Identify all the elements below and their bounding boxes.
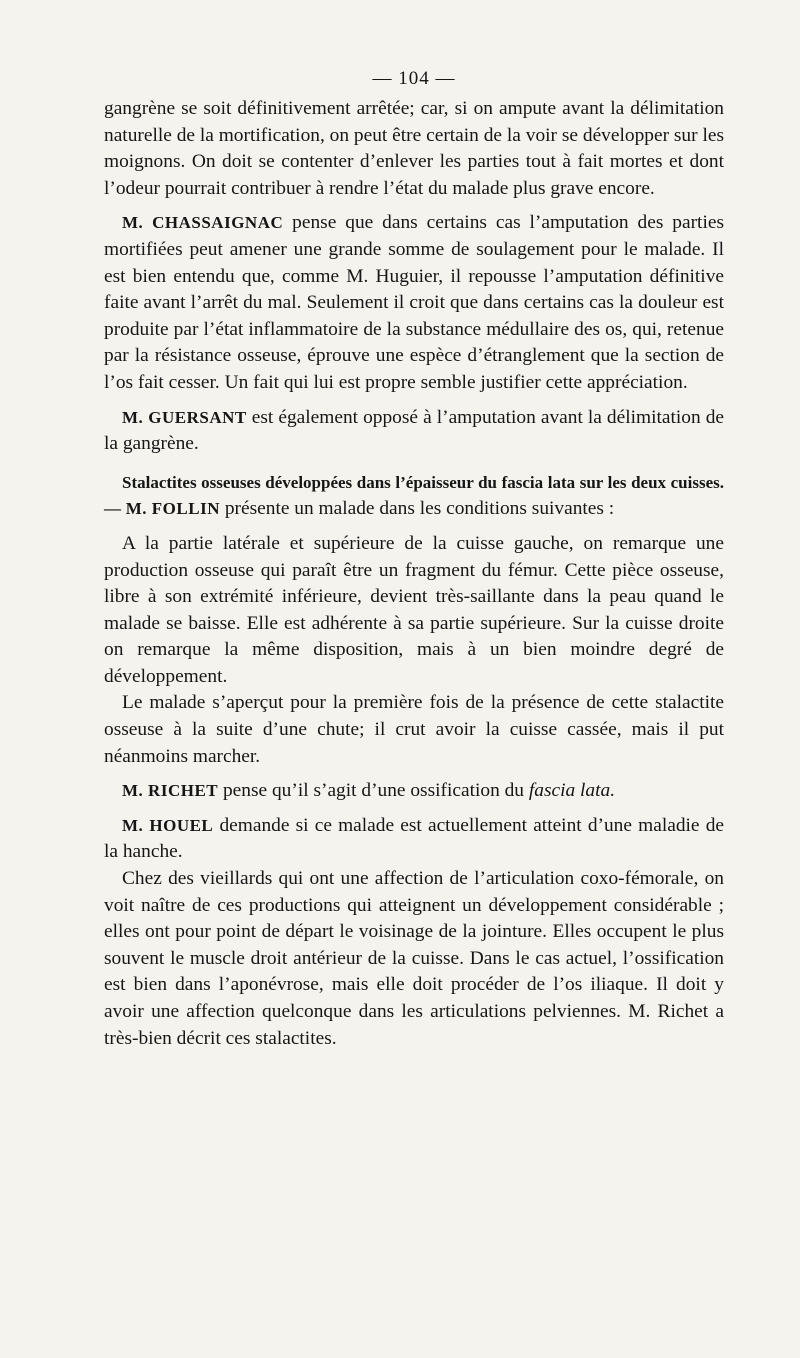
paragraph-text: présente un malade dans les conditions suivantes : [219,498,615,520]
paragraph-text: pense que dans certains cas l’amputation des parties mortifiées peut amener une grande somme de soulagement pour le malade. Il est bien entendu que, comme M. Huguier, il repousse l’amputation définitive faite avant l’arrêt du mal. Seulement il croit que dans certains cas la douleur est produite par l’état inflammatoire de la substance médullaire des os, qui, retenue par la résistance osseuse, éprouve une espèce d’étranglement que la section de l’os fait cesser. Un fait qui lui est propre semble justifier cette appréciation. [104,212,724,393]
paragraph-discussion: Chez des vieillards qui ont une affection de l’articulation coxo-fémorale, on voit naître de ces productions qui atteignent un développement considérable ; elles ont pour point de départ le voisinage de la jointure. Elles occupent le plus souvent le muscle droit antérieur de la cuisse. Dans le cas actuel, l’ossification est bien dans l’aponévrose, mais elle doit procéder de l’os iliaque. Il doit y avoir une affection quelconque dans les articulations pelviennes. M. Richet a très-bien décrit ces stalactites. [104,868,724,1049]
paragraph-richet [104,778,724,805]
paragraph-text: pense qu’il s’agit d’une ossification du [218,780,529,802]
paragraph-section-heading [104,470,724,523]
paragraph-chassaignac [104,210,724,396]
section-title: Stalactites osseuses développées dans l’épaisseur du fascia lata sur les deux cuisses. — [104,472,724,519]
page-number: — 104 — [372,68,456,89]
paragraph-description: A la partie latérale et supérieure de la cuisse gauche, on remarque une production osseuse qui paraît être un fragment du fémur. Cette pièce osseuse, libre à son extrémité inférieure, devient très-saillante dans la peau quand le malade se baisse. Elle est adhérente à sa partie supérieure. Sur la cuisse droite on remarque la même disposition, mais à un bien moindre degré de développement. [104,532,724,687]
paragraph-houel [104,813,724,866]
paragraph-guersant [104,405,724,458]
page-content [104,66,724,1052]
paragraph-gangrene-continuation: gangrène se soit définitivement arrêtée; car, si on ampute avant la délimitation naturelle de la mortification, on peut être certain de la voir se développer sur les moignons. On doit se contenter d’enlever les parties tout à fait mortes et dont l’odeur pourrait contribuer à rendre l’état du malade plus grave encore. [104,98,724,199]
speaker-name: M. CHASSAIGNAC [122,213,284,233]
speaker-name: M. FOLLIN [121,499,220,519]
speaker-name: M. RICHET [122,781,219,801]
speaker-name: M. HOUEL [122,815,214,835]
paragraph-history: Le malade s’aperçut pour la première fois de la présence de cette stalactite osseuse à la suite d’une chute; il crut avoir la cuisse cassée, mais il put néanmoins marcher. [104,692,724,767]
speaker-name: M. GUERSANT [122,407,247,427]
paragraph-text: est également opposé à l’amputation avant la délimitation de la gangrène. [104,406,724,455]
italic-term: fascia lata. [528,780,616,802]
paragraph-text: demande si ce malade est actuellement atteint d’une maladie de la hanche. [104,814,724,863]
